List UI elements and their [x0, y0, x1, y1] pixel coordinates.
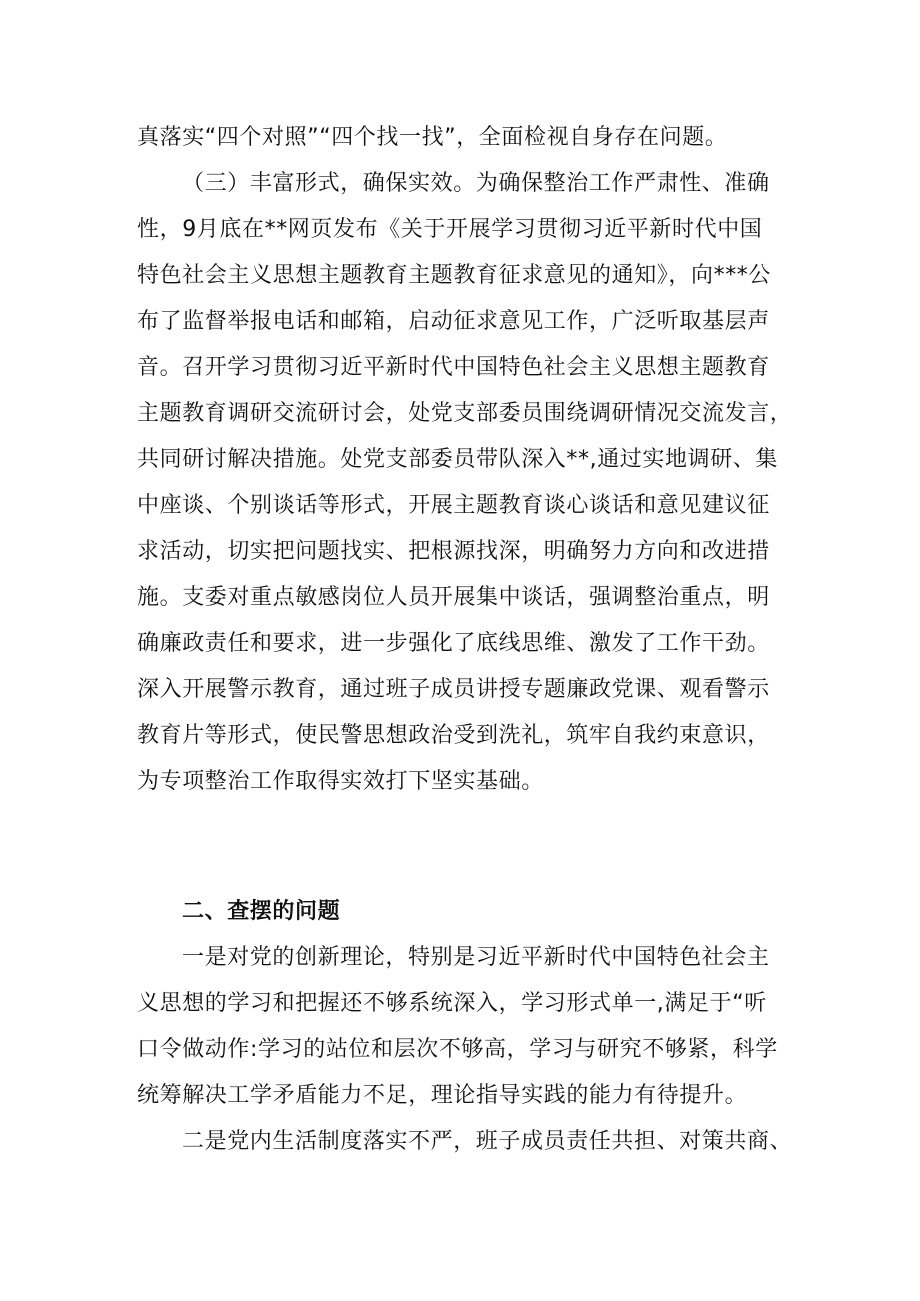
paragraph-line: 真落实“四个对照”“四个找一找”，全面检视自身存在问题。 — [137, 125, 728, 150]
paragraph-line: 深入开展警示教育，通过班子成员讲授专题廉政党课、观看警示 — [137, 677, 770, 702]
paragraph-line: 确廉政责任和要求，进一步强化了底线思维、激发了工作干劲。 — [137, 631, 770, 656]
paragraph-line: 施。支委对重点敏感岗位人员开展集中谈话，强调整治重点，明 — [137, 585, 770, 610]
paragraph-line: 特色社会主义思想主题教育主题教育征求意见的通知》，向***公 — [137, 263, 772, 288]
paragraph-line: 求活动，切实把问题找实、把根源找深，明确努力方向和改进措 — [137, 539, 770, 564]
paragraph-line: 教育片等形式，使民警思想政治受到洗礼，筑牢自我约束意识， — [137, 723, 770, 748]
paragraph-line: 一是对党的创新理论，特别是习近平新时代中国特色社会主 — [182, 945, 770, 970]
paragraph-line: 口令做动作:学习的站位和层次不够高，学习与研究不够紧，科学 — [137, 1037, 778, 1062]
paragraph-line: 二是党内生活制度落实不严，班子成员责任共担、对策共商、 — [182, 1129, 793, 1154]
paragraph-line: 为专项整治工作取得实效打下坚实基础。 — [137, 769, 544, 794]
paragraph-line: 布了监督举报电话和邮箱，启动征求意见工作，广泛听取基层声 — [137, 309, 770, 334]
section-heading: 二、查摆的问题 — [182, 899, 341, 924]
paragraph-line: （三）丰富形式，确保实效。为确保整治工作严肃性、准确 — [182, 171, 770, 196]
paragraph-line: 统筹解决工学矛盾能力不足，理论指导实践的能力有待提升。 — [137, 1083, 748, 1108]
paragraph-line: 主题教育调研交流研讨会，处党支部委员围绕调研情况交流发言， — [137, 401, 793, 426]
paragraph-line: 共同研讨解决措施。处党支部委员带队深入**,通过实地调研、集 — [137, 447, 778, 472]
paragraph-line: 音。召开学习贯彻习近平新时代中国特色社会主义思想主题教育 — [137, 355, 770, 380]
paragraph-line: 中座谈、个别谈话等形式，开展主题教育谈心谈话和意见建议征 — [137, 493, 770, 518]
paragraph-line: 性，9月底在**网页发布《关于开展学习贯彻习近平新时代中国 — [137, 217, 763, 242]
paragraph-line: 义思想的学习和把握还不够系统深入，学习形式单一,满足于“听 — [137, 991, 767, 1016]
